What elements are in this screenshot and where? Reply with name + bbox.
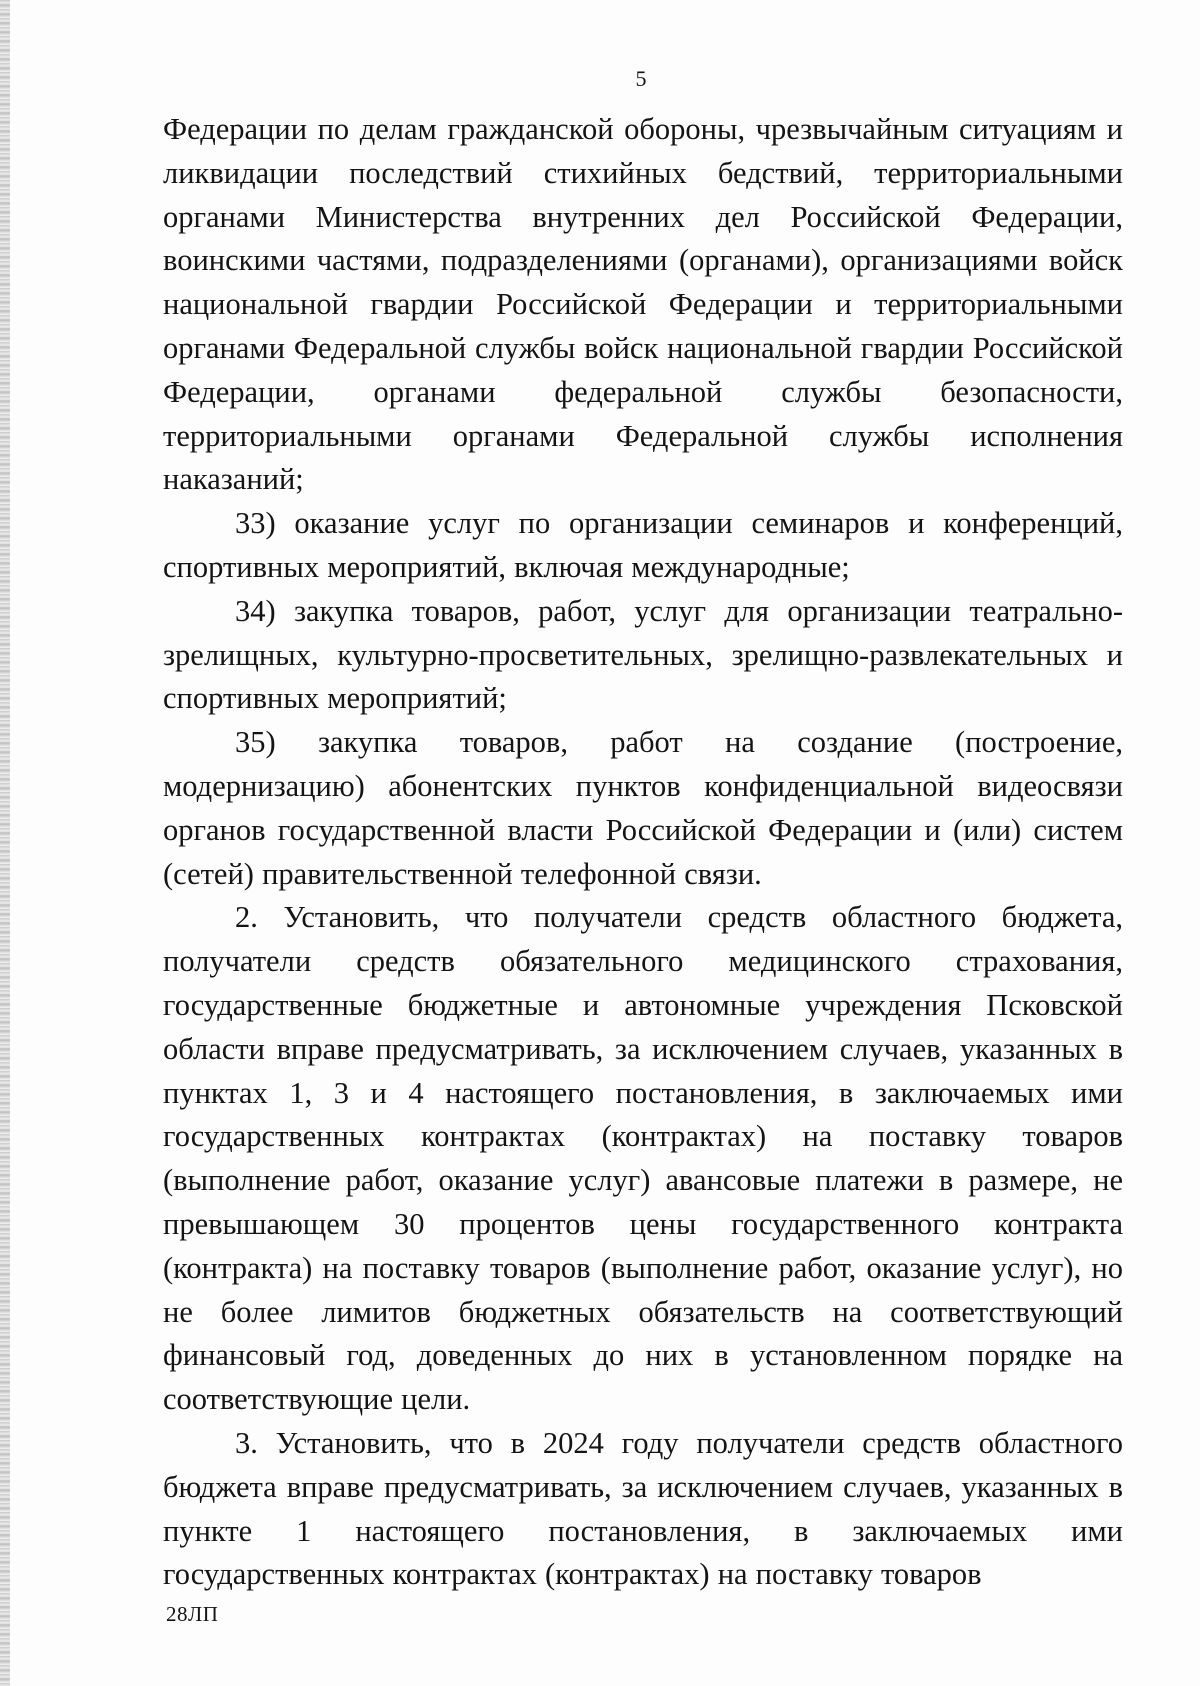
scan-edge	[0, 0, 10, 1686]
paragraph-clause-3: 3. Установить, что в 2024 году получатели средств областного бюджета вправе предусматривать, за исключением случаев, указанных в пункте 1 настоящего постановления, в заключаемых ими государственных контрактах (контрактах) на поставку товаров	[163, 1425, 1123, 1592]
paragraph-item-35: 35) закупка товаров, работ на создание (построение, модернизацию) абонентских пунктов конфиденциальной видеосвязи органов государственной власти Российской Федерации и (или) систем (сетей) правительственной телефонной связи.	[163, 725, 1123, 891]
paragraph-clause-2: 2. Установить, что получатели средств областного бюджета, получатели средств обязательного медицинского страхования, государственные бюджетные и автономные учреждения Псковской области вправе предусматривать, за исключением случаев, указанных в пунктах 1, 3 и 4 настоящего постановления, в заключаемых ими государственных контрактах (контрактах) на поставку товаров (выполнение работ, оказание услуг) авансовые платежи в размере, не превышающем 30 процентов цены государственного контракта (контракта) на поставку товаров (выполнение работ, оказание услуг), но не более лимитов бюджетных обязательств на соответствующий финансовый год, доведенных до них в установленном порядке на соответствующие цели.	[163, 900, 1123, 1417]
paragraph-item-33: 33) оказание услуг по организации семинаров и конференций, спортивных мероприятий, включая международные;	[163, 506, 1123, 584]
document-code: 28ЛП	[166, 1602, 219, 1626]
paragraph-continuation: Федерации по делам гражданской обороны, чрезвычайным ситуациям и ликвидации последствий стихийных бедствий, территориальными органами Министерства внутренних дел Российской Федерации, воинскими частями, подразделениями (органами), организациями войск национальной гвардии Российской Федерации и территориальными органами Федеральной службы войск национальной гвардии Российской Федерации, органами федеральной службы безопасности, территориальными органами Федеральной службы исполнения наказаний;	[163, 112, 1123, 497]
document-body	[163, 108, 1123, 1597]
page-number: 5	[635, 66, 647, 91]
paragraph-item-34: 34) закупка товаров, работ, услуг для организации театрально-зрелищных, культурно-просветительных, зрелищно-развлекательных и спортивных мероприятий;	[163, 593, 1123, 716]
